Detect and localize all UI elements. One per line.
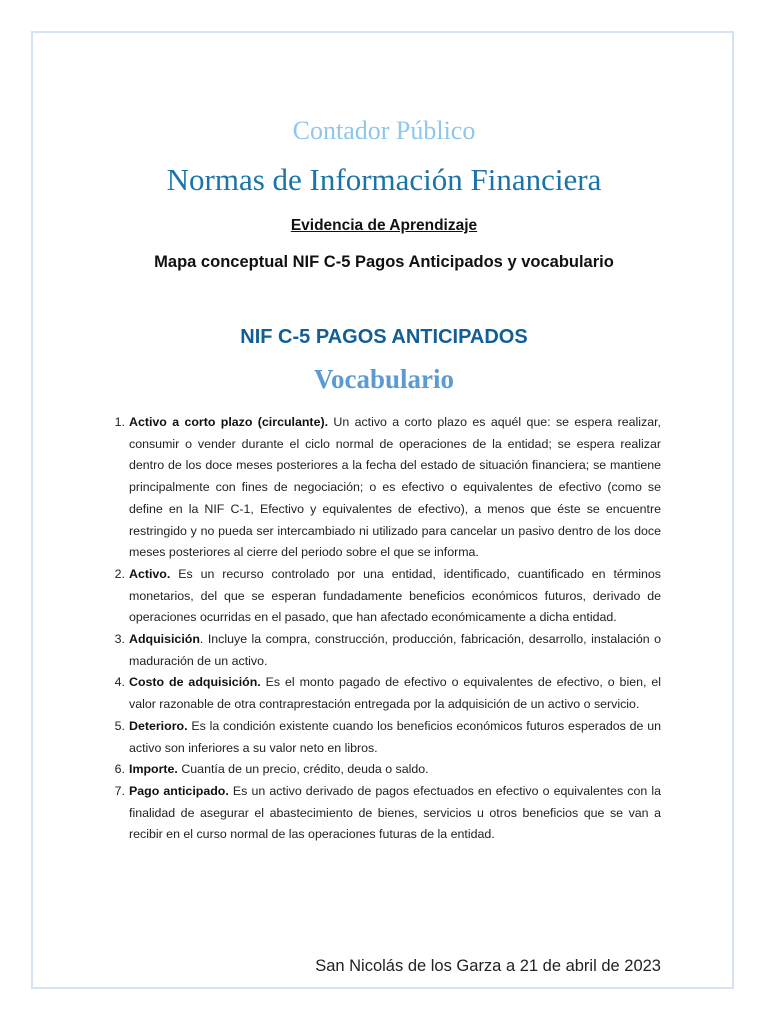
item-number: 1. — [114, 415, 125, 429]
vocabulary-item — [114, 759, 661, 781]
vocabulary-definition: Un activo a corto plazo es aquél que: se espera realizar, consumir o vender durante el ciclo normal de operaciones de la entidad; se espera realizar dentro de los doce meses posteriores a la fecha del estado de situación financiera; se mantiene principalmente con fines de negociación; o es efectivo o equivalentes de efectivo (como se define en la NIF C-1, Efectivo y equivalentes de efectivo), a menos que éste se encuentre restringido y no pueda ser intercambiado ni utilizado para cancelar un pasivo dentro de los doce meses posteriores al cierre del periodo sobre el que se informa. — [129, 415, 661, 560]
vocabulary-item — [114, 716, 661, 759]
assignment-title: Mapa conceptual NIF C-5 Pagos Anticipados y vocabulario — [154, 253, 614, 271]
footer-date-line: San Nicolás de los Garza a 21 de abril de 2023 — [315, 957, 661, 975]
vocabulary-term: Costo de adquisición. — [129, 675, 261, 690]
document-title: Normas de Información Financiera — [166, 162, 602, 197]
vocabulary-term: Adquisición — [129, 632, 200, 647]
vocabulary-item — [114, 629, 661, 672]
item-number: 2. — [114, 566, 125, 581]
vocabulary-definition: . Incluye la compra, construcción, producción, fabricación, desarrollo, instalación o maduración de un activo. — [129, 632, 661, 668]
vocabulary-term: Activo. — [129, 566, 171, 581]
vocabulary-definition: Es un activo derivado de pagos efectuados en efectivo o equivalentes con la finalidad de asegurar el abastecimiento de bienes, servicios u otros beneficios que se van a recibir en el curso normal de las operaciones futuras de la entidad. — [129, 783, 661, 842]
vocabulary-term: Importe. — [129, 762, 178, 777]
vocabulary-item — [114, 412, 661, 564]
vocabulary-item — [114, 672, 661, 715]
vocabulary-definition: Es el monto pagado de efectivo o equivalentes de efectivo, o bien, el valor razonable de otra contraprestación entregada por la adquisición de un activo o servicio. — [129, 675, 661, 712]
vocabulary-definition: Es un recurso controlado por una entidad, identificado, cuantificado en términos monetarios, del que se esperan fundadamente beneficios económicos futuros, derivado de operaciones ocurridas en el pasado, que han afectado económicamente a dicha entidad. — [129, 566, 661, 625]
vocabulary-item — [114, 781, 661, 846]
item-number: 7. — [114, 783, 125, 798]
vocabulary-definition: Es la condición existente cuando los beneficios económicos futuros esperados de un activo son inferiores a su valor neto en libros. — [129, 718, 661, 755]
item-number: 4. — [114, 675, 125, 690]
vocabulary-definition: Cuantía de un precio, crédito, deuda o saldo. — [177, 762, 429, 777]
document-subtitle: Contador Público — [292, 116, 476, 145]
vocabulary-heading: Vocabulario — [313, 364, 455, 394]
vocabulary-term: Activo a corto plazo (circulante). — [129, 415, 329, 429]
section-heading: NIF C-5 PAGOS ANTICIPADOS — [240, 326, 528, 348]
item-number: 6. — [114, 762, 125, 777]
item-number: 5. — [114, 718, 125, 733]
item-number: 3. — [114, 632, 125, 647]
vocabulary-item — [114, 564, 661, 629]
vocabulary-term: Deterioro. — [129, 718, 188, 733]
vocabulary-list — [114, 412, 661, 846]
evidence-label: Evidencia de Aprendizaje — [290, 217, 478, 234]
vocabulary-term: Pago anticipado. — [129, 783, 229, 798]
